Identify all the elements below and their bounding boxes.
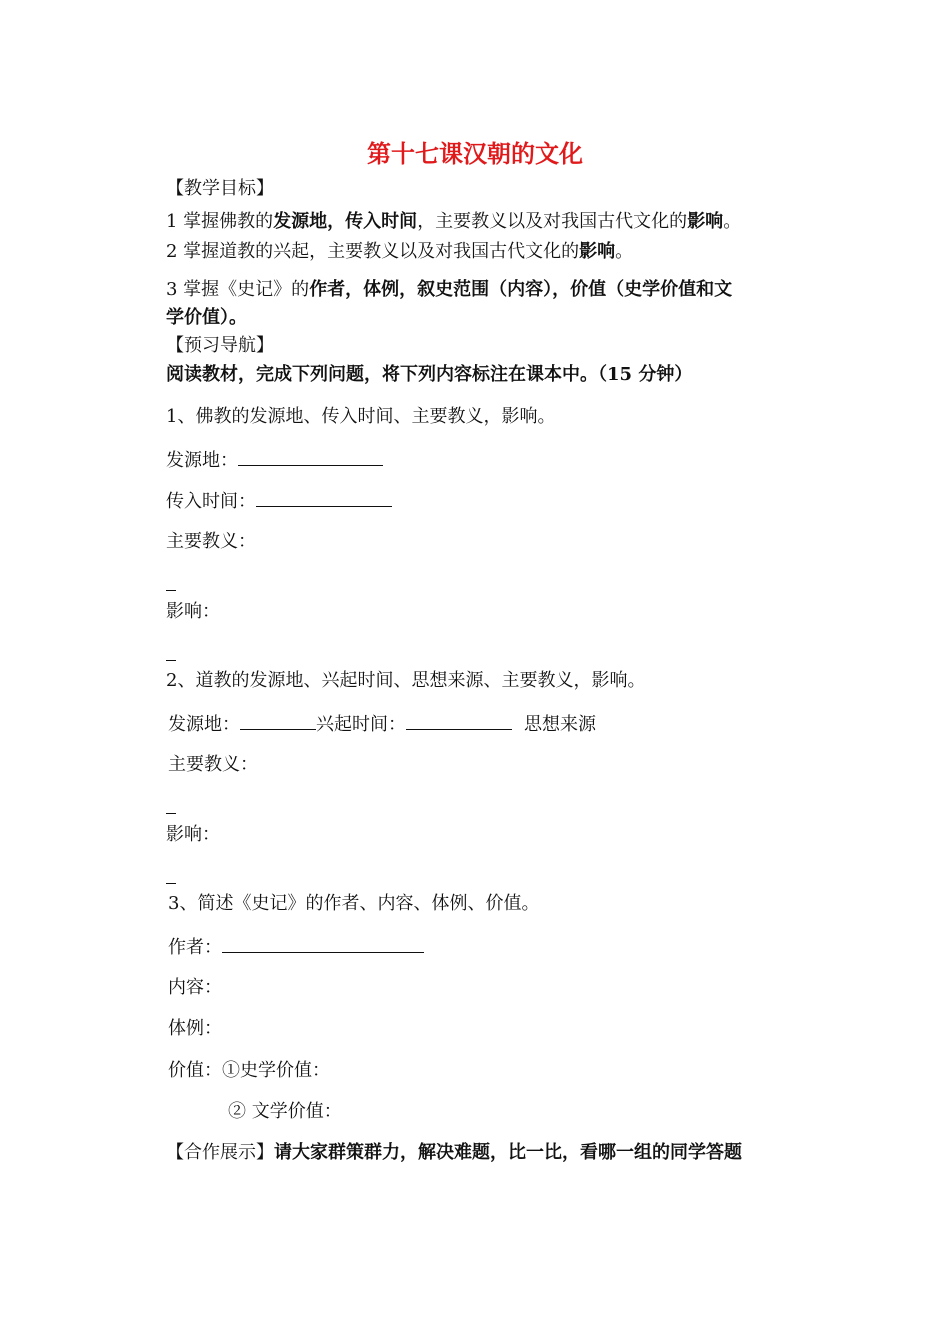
q1-question: 1、佛教的发源地、传入时间、主要教义，影响。 — [166, 406, 556, 427]
cooperation-row — [166, 1141, 742, 1165]
objective-1-prefix: 1 掌握佛教的 — [166, 211, 274, 232]
cooperation-heading: 【合作展示】 — [166, 1142, 274, 1163]
q3-question: 3、简述《史记》的作者、内容、体例、价值。 — [168, 893, 540, 914]
q2-impact-label: 影响： — [166, 824, 220, 845]
q3-author-label: 作者： — [168, 937, 222, 958]
q1-doctrine-label: 主要教义： — [166, 531, 256, 552]
objective-1-end: 。 — [723, 211, 742, 232]
q2-question: 2、道教的发源地、兴起时间、思想来源、主要教义，影响。 — [166, 670, 646, 691]
q3-author-blank[interactable] — [222, 934, 424, 953]
preview-instruction: 阅读教材，完成下列问题，将下列内容标注在课本中。（15 分钟） — [166, 364, 693, 385]
objective-2-bold-1: 影响 — [579, 241, 616, 262]
q3-content-label: 内容： — [168, 977, 222, 998]
q2-rise-blank[interactable] — [406, 711, 512, 730]
cooperation-text: 请大家群策群力，解决难题，比一比，看哪一组的同学答题 — [274, 1142, 742, 1163]
q1-time-row — [166, 488, 392, 514]
objective-1-bold-2: 影响 — [687, 211, 724, 232]
objective-3-prefix: 3 掌握《史记》的 — [166, 279, 310, 300]
objective-3-bold-line-1: 作者，体例，叙史范围（内容），价值（史学价值和文 — [309, 279, 733, 300]
q2-doctrine-blank[interactable] — [166, 813, 176, 814]
objective-3-line-2 — [166, 306, 247, 330]
objective-2 — [166, 240, 633, 264]
q2-origin-blank[interactable] — [240, 711, 316, 730]
objective-3-line-1 — [166, 278, 732, 302]
q1-origin-row — [166, 447, 383, 473]
q2-origin-label: 发源地： — [168, 714, 240, 735]
objective-2-prefix: 2 掌握道教的兴起，主要教义以及对我国古代文化的 — [166, 241, 580, 262]
q1-impact-label: 影响： — [166, 601, 220, 622]
q2-fields-row — [168, 711, 596, 737]
q2-source-label: 思想来源 — [524, 714, 596, 735]
preview-heading: 【预习导航】 — [166, 335, 274, 356]
objective-1-bold-1: 发源地，传入时间 — [273, 211, 418, 232]
objectives-heading: 【教学目标】 — [166, 178, 274, 199]
q3-style-label: 体例： — [168, 1018, 222, 1039]
q2-impact-blank[interactable] — [166, 883, 176, 884]
q3-value-label: 价值：①史学价值： — [168, 1060, 330, 1081]
page-title: 第十七课汉朝的文化 — [367, 139, 583, 168]
q1-time-label: 传入时间： — [166, 491, 256, 512]
objective-3-bold-line-2: 学价值）。 — [166, 307, 247, 328]
q2-rise-label: 兴起时间： — [316, 714, 406, 735]
q1-doctrine-blank[interactable] — [166, 590, 176, 591]
q1-time-blank[interactable] — [256, 488, 392, 507]
q1-origin-blank[interactable] — [238, 447, 383, 466]
q1-origin-label: 发源地： — [166, 450, 238, 471]
q1-impact-blank[interactable] — [166, 660, 176, 661]
objective-2-end: 。 — [615, 241, 634, 262]
q2-doctrine-label: 主要教义： — [168, 754, 258, 775]
objective-1 — [166, 210, 741, 234]
q3-literary-value-label: ② 文学价值： — [228, 1101, 342, 1122]
q3-author-row — [168, 934, 424, 960]
objective-1-mid: ，主要教义以及对我国古代文化的 — [417, 211, 688, 232]
